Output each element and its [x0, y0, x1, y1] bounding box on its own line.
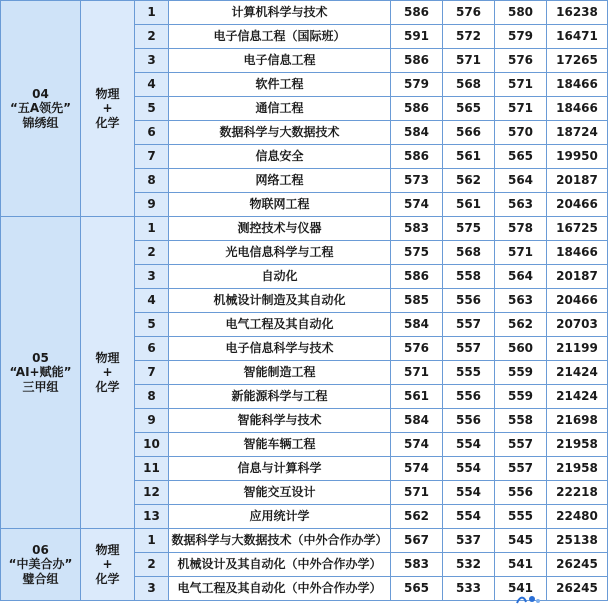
max-score-cell: 591 — [391, 25, 443, 49]
subject-requirement-cell — [81, 217, 135, 529]
major-name-cell: 智能制造工程 — [169, 361, 391, 385]
max-score-cell: 567 — [391, 529, 443, 553]
max-score-cell: 573 — [391, 169, 443, 193]
min-score-cell: 556 — [443, 289, 495, 313]
min-rank-cell: 16725 — [547, 217, 608, 241]
avg-score-cell: 559 — [495, 361, 547, 385]
major-name-cell: 电气工程及其自动化 — [169, 313, 391, 337]
max-score-cell: 586 — [391, 145, 443, 169]
min-rank-cell: 16238 — [547, 1, 608, 25]
table-row — [1, 529, 608, 553]
min-score-cell: 572 — [443, 25, 495, 49]
avg-score-cell: 570 — [495, 121, 547, 145]
row-index-cell: 9 — [135, 409, 169, 433]
row-index-cell: 7 — [135, 361, 169, 385]
min-score-cell: 562 — [443, 169, 495, 193]
avg-score-cell: 564 — [495, 169, 547, 193]
major-name-cell: 智能车辆工程 — [169, 433, 391, 457]
avg-score-cell: 541 — [495, 577, 547, 601]
min-score-cell: 554 — [443, 457, 495, 481]
max-score-cell: 584 — [391, 313, 443, 337]
group-label-cell — [1, 1, 81, 217]
row-index-cell: 8 — [135, 385, 169, 409]
major-name-cell: 电子信息科学与技术 — [169, 337, 391, 361]
subject-line: 化学 — [95, 379, 120, 394]
major-name-cell: 自动化 — [169, 265, 391, 289]
min-score-cell: 554 — [443, 481, 495, 505]
min-score-cell: 566 — [443, 121, 495, 145]
major-name-cell: 智能科学与技术 — [169, 409, 391, 433]
row-index-cell: 2 — [135, 241, 169, 265]
min-rank-cell: 18466 — [547, 241, 608, 265]
subject-requirement-cell — [81, 1, 135, 217]
max-score-cell: 571 — [391, 361, 443, 385]
major-name-cell: 物联网工程 — [169, 193, 391, 217]
row-index-cell: 5 — [135, 313, 169, 337]
max-score-cell: 574 — [391, 433, 443, 457]
major-name-cell: 应用统计学 — [169, 505, 391, 529]
min-score-cell: 555 — [443, 361, 495, 385]
avg-score-cell: 580 — [495, 1, 547, 25]
min-score-cell: 576 — [443, 1, 495, 25]
min-rank-cell: 18466 — [547, 97, 608, 121]
max-score-cell: 574 — [391, 457, 443, 481]
min-score-cell: 565 — [443, 97, 495, 121]
min-rank-cell: 26245 — [547, 553, 608, 577]
max-score-cell: 574 — [391, 193, 443, 217]
major-name-cell: 新能源科学与工程 — [169, 385, 391, 409]
subject-line: 物理 — [95, 86, 120, 101]
major-name-cell: 计算机科学与技术 — [169, 1, 391, 25]
table-row — [1, 217, 608, 241]
avg-score-cell: 558 — [495, 409, 547, 433]
table-row — [1, 1, 608, 25]
group-name: “AI+赋能” — [9, 365, 72, 380]
group-name: “中美合办” — [8, 557, 73, 572]
subject-line: 化学 — [95, 571, 120, 586]
subject-line: 物理 — [95, 350, 120, 365]
min-rank-cell: 21424 — [547, 385, 608, 409]
max-score-cell: 586 — [391, 49, 443, 73]
min-rank-cell: 21199 — [547, 337, 608, 361]
min-rank-cell: 20187 — [547, 265, 608, 289]
min-score-cell: 533 — [443, 577, 495, 601]
min-rank-cell: 19950 — [547, 145, 608, 169]
min-score-cell: 568 — [443, 73, 495, 97]
major-name-cell: 信息安全 — [169, 145, 391, 169]
avg-score-cell: 576 — [495, 49, 547, 73]
group-code: 04 — [32, 86, 49, 101]
avg-score-cell: 560 — [495, 337, 547, 361]
avg-score-cell: 571 — [495, 241, 547, 265]
group-team: 璧合组 — [22, 571, 59, 586]
min-score-cell: 557 — [443, 313, 495, 337]
max-score-cell: 585 — [391, 289, 443, 313]
avg-score-cell: 565 — [495, 145, 547, 169]
min-score-cell: 571 — [443, 49, 495, 73]
major-name-cell: 软件工程 — [169, 73, 391, 97]
row-index-cell: 3 — [135, 49, 169, 73]
min-rank-cell: 22218 — [547, 481, 608, 505]
major-name-cell: 机械设计及其自动化（中外合作办学） — [169, 553, 391, 577]
row-index-cell: 1 — [135, 529, 169, 553]
avg-score-cell: 556 — [495, 481, 547, 505]
group-team: 三甲组 — [22, 379, 59, 394]
min-rank-cell: 21698 — [547, 409, 608, 433]
min-score-cell: 561 — [443, 193, 495, 217]
avg-score-cell: 563 — [495, 289, 547, 313]
max-score-cell: 562 — [391, 505, 443, 529]
min-score-cell: 537 — [443, 529, 495, 553]
major-name-cell: 电子信息工程 — [169, 49, 391, 73]
row-index-cell: 7 — [135, 145, 169, 169]
row-index-cell: 3 — [135, 577, 169, 601]
subject-requirement-cell — [81, 529, 135, 601]
row-index-cell: 5 — [135, 97, 169, 121]
min-rank-cell: 21424 — [547, 361, 608, 385]
min-rank-cell: 26245 — [547, 577, 608, 601]
subject-line: 物理 — [95, 542, 120, 557]
min-rank-cell: 20703 — [547, 313, 608, 337]
avg-score-cell: 559 — [495, 385, 547, 409]
avg-score-cell: 557 — [495, 433, 547, 457]
min-rank-cell: 20466 — [547, 193, 608, 217]
group-label-cell — [1, 217, 81, 529]
min-score-cell: 575 — [443, 217, 495, 241]
max-score-cell: 565 — [391, 577, 443, 601]
max-score-cell: 586 — [391, 1, 443, 25]
avg-score-cell: 545 — [495, 529, 547, 553]
max-score-cell: 584 — [391, 409, 443, 433]
row-index-cell: 9 — [135, 193, 169, 217]
row-index-cell: 1 — [135, 217, 169, 241]
max-score-cell: 586 — [391, 97, 443, 121]
min-rank-cell: 17265 — [547, 49, 608, 73]
subject-line: + — [102, 365, 113, 380]
major-name-cell: 数据科学与大数据技术（中外合作办学） — [169, 529, 391, 553]
max-score-cell: 575 — [391, 241, 443, 265]
row-index-cell: 10 — [135, 433, 169, 457]
min-rank-cell: 21958 — [547, 457, 608, 481]
group-label-cell — [1, 529, 81, 601]
subject-line: + — [102, 101, 113, 116]
max-score-cell: 586 — [391, 265, 443, 289]
min-rank-cell: 21958 — [547, 433, 608, 457]
row-index-cell: 12 — [135, 481, 169, 505]
min-rank-cell: 25138 — [547, 529, 608, 553]
min-rank-cell: 16471 — [547, 25, 608, 49]
min-rank-cell: 18724 — [547, 121, 608, 145]
row-index-cell: 4 — [135, 73, 169, 97]
min-score-cell: 556 — [443, 385, 495, 409]
group-code: 06 — [32, 542, 49, 557]
corner-watermark-icon — [516, 594, 542, 604]
row-index-cell: 6 — [135, 337, 169, 361]
major-name-cell: 机械设计制造及其自动化 — [169, 289, 391, 313]
min-rank-cell: 20187 — [547, 169, 608, 193]
row-index-cell: 4 — [135, 289, 169, 313]
min-score-cell: 554 — [443, 505, 495, 529]
row-index-cell: 2 — [135, 25, 169, 49]
max-score-cell: 584 — [391, 121, 443, 145]
avg-score-cell: 557 — [495, 457, 547, 481]
min-score-cell: 557 — [443, 337, 495, 361]
avg-score-cell: 541 — [495, 553, 547, 577]
max-score-cell: 576 — [391, 337, 443, 361]
min-rank-cell: 22480 — [547, 505, 608, 529]
row-index-cell: 13 — [135, 505, 169, 529]
subject-line: + — [102, 557, 113, 572]
avg-score-cell: 555 — [495, 505, 547, 529]
avg-score-cell: 562 — [495, 313, 547, 337]
avg-score-cell: 571 — [495, 97, 547, 121]
major-name-cell: 数据科学与大数据技术 — [169, 121, 391, 145]
row-index-cell: 3 — [135, 265, 169, 289]
table-body — [1, 1, 608, 601]
min-score-cell: 561 — [443, 145, 495, 169]
avg-score-cell: 578 — [495, 217, 547, 241]
max-score-cell: 571 — [391, 481, 443, 505]
major-name-cell: 测控技术与仪器 — [169, 217, 391, 241]
major-name-cell: 电子信息工程（国际班） — [169, 25, 391, 49]
min-rank-cell: 18466 — [547, 73, 608, 97]
min-score-cell: 556 — [443, 409, 495, 433]
major-name-cell: 信息与计算科学 — [169, 457, 391, 481]
max-score-cell: 579 — [391, 73, 443, 97]
min-score-cell: 558 — [443, 265, 495, 289]
min-score-cell: 554 — [443, 433, 495, 457]
max-score-cell: 583 — [391, 217, 443, 241]
min-rank-cell: 20466 — [547, 289, 608, 313]
group-team: 锦绣组 — [22, 115, 59, 130]
major-name-cell: 网络工程 — [169, 169, 391, 193]
min-score-cell: 568 — [443, 241, 495, 265]
major-name-cell: 光电信息科学与工程 — [169, 241, 391, 265]
major-name-cell: 电气工程及其自动化（中外合作办学） — [169, 577, 391, 601]
min-score-cell: 532 — [443, 553, 495, 577]
major-name-cell: 智能交互设计 — [169, 481, 391, 505]
row-index-cell: 11 — [135, 457, 169, 481]
avg-score-cell: 579 — [495, 25, 547, 49]
group-name: “五A领先” — [9, 101, 72, 116]
group-code: 05 — [32, 350, 49, 365]
row-index-cell: 2 — [135, 553, 169, 577]
subject-line: 化学 — [95, 115, 120, 130]
avg-score-cell: 563 — [495, 193, 547, 217]
major-name-cell: 通信工程 — [169, 97, 391, 121]
max-score-cell: 583 — [391, 553, 443, 577]
row-index-cell: 8 — [135, 169, 169, 193]
max-score-cell: 561 — [391, 385, 443, 409]
row-index-cell: 6 — [135, 121, 169, 145]
avg-score-cell: 571 — [495, 73, 547, 97]
avg-score-cell: 564 — [495, 265, 547, 289]
row-index-cell: 1 — [135, 1, 169, 25]
